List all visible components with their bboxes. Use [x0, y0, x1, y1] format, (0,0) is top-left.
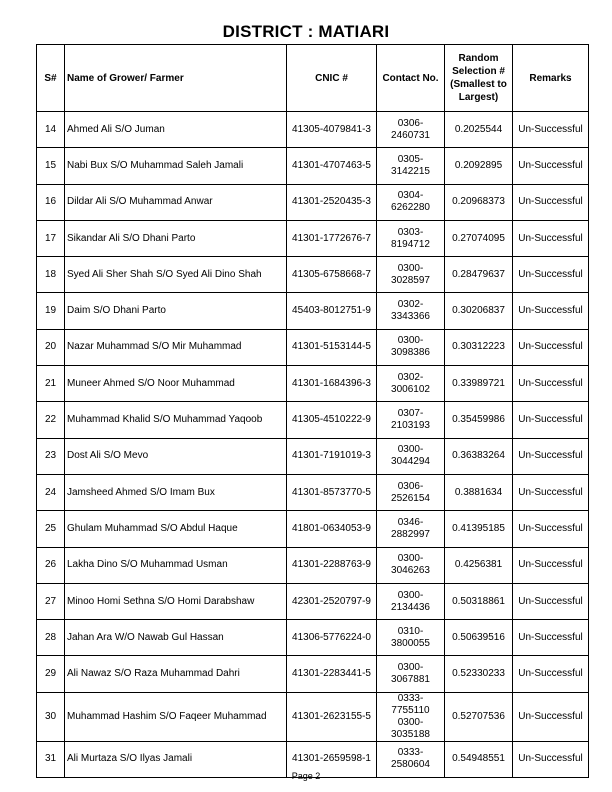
- cell-remarks: Un-Successful: [513, 474, 589, 510]
- cell-remarks: Un-Successful: [513, 511, 589, 547]
- cell-sno: 20: [37, 329, 65, 365]
- cell-remarks: Un-Successful: [513, 547, 589, 583]
- cell-contact: 0300-3098386: [377, 329, 445, 365]
- cell-random-selection: 0.28479637: [445, 257, 513, 293]
- cell-random-selection: 0.2092895: [445, 148, 513, 184]
- cell-grower-name: Dildar Ali S/O Muhammad Anwar: [65, 184, 287, 220]
- cell-sno: 26: [37, 547, 65, 583]
- cell-contact: 0300-3067881: [377, 656, 445, 692]
- cell-grower-name: Muhammad Khalid S/O Muhammad Yaqoob: [65, 402, 287, 438]
- cell-grower-name: Minoo Homi Sethna S/O Homi Darabshaw: [65, 583, 287, 619]
- cell-sno: 19: [37, 293, 65, 329]
- cell-cnic: 41301-8573770-5: [287, 474, 377, 510]
- cell-random-selection: 0.33989721: [445, 366, 513, 402]
- table-row: [37, 112, 589, 148]
- cell-grower-name: Sikandar Ali S/O Dhani Parto: [65, 220, 287, 256]
- header-remarks: Remarks: [513, 45, 589, 112]
- cell-contact: 0333-2580604: [377, 741, 445, 777]
- cell-grower-name: Lakha Dino S/O Muhammad Usman: [65, 547, 287, 583]
- cell-cnic: 41301-1684396-3: [287, 366, 377, 402]
- cell-sno: 15: [37, 148, 65, 184]
- cell-random-selection: 0.36383264: [445, 438, 513, 474]
- cell-contact: 0300-3028597: [377, 257, 445, 293]
- cell-sno: 31: [37, 741, 65, 777]
- cell-remarks: Un-Successful: [513, 656, 589, 692]
- table-row: [37, 583, 589, 619]
- header-cnic: CNIC #: [287, 45, 377, 112]
- cell-remarks: Un-Successful: [513, 293, 589, 329]
- cell-contact: 0306-2526154: [377, 474, 445, 510]
- cell-sno: 14: [37, 112, 65, 148]
- cell-remarks: Un-Successful: [513, 583, 589, 619]
- cell-random-selection: 0.4256381: [445, 547, 513, 583]
- cell-contact: 0302-3343366: [377, 293, 445, 329]
- table-row: [37, 402, 589, 438]
- cell-grower-name: Nazar Muhammad S/O Mir Muhammad: [65, 329, 287, 365]
- cell-grower-name: Ali Nawaz S/O Raza Muhammad Dahri: [65, 656, 287, 692]
- cell-random-selection: 0.50318861: [445, 583, 513, 619]
- cell-sno: 28: [37, 620, 65, 656]
- cell-sno: 30: [37, 692, 65, 741]
- cell-remarks: Un-Successful: [513, 148, 589, 184]
- table-row: [37, 474, 589, 510]
- table-row: [37, 366, 589, 402]
- cell-cnic: 41305-6758668-7: [287, 257, 377, 293]
- cell-contact: 0306-2460731: [377, 112, 445, 148]
- cell-random-selection: 0.52707536: [445, 692, 513, 741]
- cell-sno: 29: [37, 656, 65, 692]
- cell-cnic: 42301-2520797-9: [287, 583, 377, 619]
- cell-remarks: Un-Successful: [513, 620, 589, 656]
- cell-remarks: Un-Successful: [513, 741, 589, 777]
- cell-cnic: 41301-2520435-3: [287, 184, 377, 220]
- cell-cnic: 41301-2659598-1: [287, 741, 377, 777]
- cell-contact: 0300-3044294: [377, 438, 445, 474]
- cell-cnic: 41301-5153144-5: [287, 329, 377, 365]
- cell-sno: 16: [37, 184, 65, 220]
- cell-cnic: 41306-5776224-0: [287, 620, 377, 656]
- cell-random-selection: 0.52330233: [445, 656, 513, 692]
- district-title: DISTRICT : MATIARI: [222, 22, 390, 41]
- cell-random-selection: 0.3881634: [445, 474, 513, 510]
- cell-contact: 0300-3046263: [377, 547, 445, 583]
- cell-contact: 0302-3006102: [377, 366, 445, 402]
- cell-cnic: 41301-2283441-5: [287, 656, 377, 692]
- cell-contact: 0305-3142215: [377, 148, 445, 184]
- cell-sno: 18: [37, 257, 65, 293]
- page-number: Page 2: [291, 771, 321, 781]
- cell-cnic: 41301-2623155-5: [287, 692, 377, 741]
- cell-cnic: 41305-4079841-3: [287, 112, 377, 148]
- cell-contact: 0310-3800055: [377, 620, 445, 656]
- cell-sno: 27: [37, 583, 65, 619]
- cell-cnic: 41301-4707463-5: [287, 148, 377, 184]
- cell-random-selection: 0.20968373: [445, 184, 513, 220]
- cell-remarks: Un-Successful: [513, 366, 589, 402]
- cell-cnic: 41301-1772676-7: [287, 220, 377, 256]
- cell-contact: 0304-6262280: [377, 184, 445, 220]
- cell-random-selection: 0.30312223: [445, 329, 513, 365]
- header-sno: S#: [37, 45, 65, 112]
- cell-sno: 24: [37, 474, 65, 510]
- cell-cnic: 45403-8012751-9: [287, 293, 377, 329]
- table-row: [37, 148, 589, 184]
- cell-grower-name: Daim S/O Dhani Parto: [65, 293, 287, 329]
- cell-random-selection: 0.2025544: [445, 112, 513, 148]
- cell-contact: 0307-2103193: [377, 402, 445, 438]
- cell-random-selection: 0.54948551: [445, 741, 513, 777]
- cell-remarks: Un-Successful: [513, 692, 589, 741]
- cell-remarks: Un-Successful: [513, 257, 589, 293]
- cell-grower-name: Dost Ali S/O Mevo: [65, 438, 287, 474]
- cell-contact: 0333-7755110 0300-3035188: [377, 692, 445, 741]
- cell-sno: 25: [37, 511, 65, 547]
- cell-sno: 22: [37, 402, 65, 438]
- cell-grower-name: Muneer Ahmed S/O Noor Muhammad: [65, 366, 287, 402]
- table-row: [37, 692, 589, 741]
- table-row: [37, 656, 589, 692]
- cell-contact: 0303-8194712: [377, 220, 445, 256]
- table-row: [37, 620, 589, 656]
- cell-cnic: 41301-7191019-3: [287, 438, 377, 474]
- cell-random-selection: 0.41395185: [445, 511, 513, 547]
- cell-grower-name: Ali Murtaza S/O Ilyas Jamali: [65, 741, 287, 777]
- header-random-selection: Random Selection # (Smallest to Largest): [445, 45, 513, 112]
- table-row: [37, 293, 589, 329]
- cell-sno: 21: [37, 366, 65, 402]
- cell-random-selection: 0.35459986: [445, 402, 513, 438]
- table-row: [37, 547, 589, 583]
- cell-grower-name: Jahan Ara W/O Nawab Gul Hassan: [65, 620, 287, 656]
- cell-grower-name: Ghulam Muhammad S/O Abdul Haque: [65, 511, 287, 547]
- cell-grower-name: Ahmed Ali S/O Juman: [65, 112, 287, 148]
- cell-grower-name: Syed Ali Sher Shah S/O Syed Ali Dino Shah: [65, 257, 287, 293]
- cell-contact: 0346-2882997: [377, 511, 445, 547]
- table-row: [37, 511, 589, 547]
- cell-remarks: Un-Successful: [513, 402, 589, 438]
- cell-cnic: 41305-4510222-9: [287, 402, 377, 438]
- cell-cnic: 41801-0634053-9: [287, 511, 377, 547]
- grower-table: [36, 44, 589, 778]
- cell-grower-name: Muhammad Hashim S/O Faqeer Muhammad: [65, 692, 287, 741]
- cell-sno: 17: [37, 220, 65, 256]
- cell-random-selection: 0.27074095: [445, 220, 513, 256]
- header-contact: Contact No.: [377, 45, 445, 112]
- cell-grower-name: Nabi Bux S/O Muhammad Saleh Jamali: [65, 148, 287, 184]
- cell-remarks: Un-Successful: [513, 112, 589, 148]
- cell-cnic: 41301-2288763-9: [287, 547, 377, 583]
- table-row: [37, 329, 589, 365]
- cell-remarks: Un-Successful: [513, 184, 589, 220]
- cell-contact: 0300-2134436: [377, 583, 445, 619]
- cell-remarks: Un-Successful: [513, 329, 589, 365]
- table-row: [37, 257, 589, 293]
- table-row: [37, 184, 589, 220]
- table-row: [37, 438, 589, 474]
- cell-sno: 23: [37, 438, 65, 474]
- table-row: [37, 220, 589, 256]
- cell-remarks: Un-Successful: [513, 220, 589, 256]
- cell-grower-name: Jamsheed Ahmed S/O Imam Bux: [65, 474, 287, 510]
- header-name: Name of Grower/ Farmer: [65, 45, 287, 112]
- cell-remarks: Un-Successful: [513, 438, 589, 474]
- cell-random-selection: 0.30206837: [445, 293, 513, 329]
- header-row: [37, 45, 589, 112]
- cell-random-selection: 0.50639516: [445, 620, 513, 656]
